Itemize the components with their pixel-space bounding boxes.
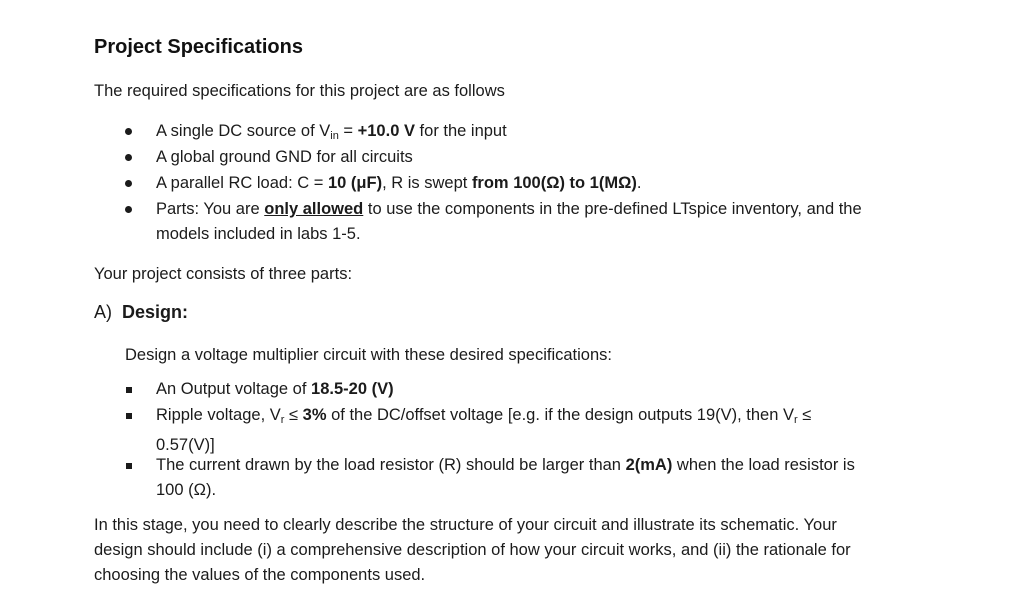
design-ripple	[156, 403, 916, 458]
text-line: choosing the values of the components used.	[94, 566, 426, 584]
text-line	[156, 403, 916, 433]
design-intro: Design a voltage multiplier circuit with these desired specifications:	[125, 346, 612, 364]
subscript: r	[794, 414, 798, 426]
bold-value: 3%	[302, 406, 327, 424]
subscript: in	[330, 130, 339, 142]
bullet-dot-icon	[125, 206, 132, 213]
text-span: A single DC source of V	[156, 122, 331, 140]
bold-value: 2(mA)	[625, 456, 673, 474]
text-line	[156, 197, 916, 222]
underlined-bold: only allowed	[264, 200, 364, 218]
subscript: r	[280, 414, 285, 426]
intro-paragraph: The required specifications for this project are as follows	[94, 82, 505, 100]
parts-intro: Your project consists of three parts:	[94, 265, 353, 283]
spec-ground: A global ground GND for all circuits	[156, 148, 413, 166]
section-heading-design	[94, 302, 188, 323]
text-span: Ripple voltage, V	[156, 406, 281, 424]
text-line: 0.57(V)]	[156, 436, 215, 454]
bullet-dot-icon	[125, 180, 132, 187]
text-span: , R is swept	[382, 174, 472, 192]
bullet-square-icon	[126, 463, 132, 469]
text-span: when the load resistor is	[672, 456, 855, 474]
bullet-dot-icon	[125, 154, 132, 161]
text-span: The current drawn by the load resistor (R) should be larger than	[156, 456, 626, 474]
closing-paragraph	[94, 513, 851, 588]
text-line: 100 (Ω).	[156, 481, 217, 499]
text-span: =	[338, 122, 358, 140]
text-span: ≤	[284, 406, 303, 424]
text-span: Parts: You are	[156, 200, 265, 218]
bullet-square-icon	[126, 387, 132, 393]
text-line: design should include (i) a comprehensive description of how your circuit works, and (ii) the rationale for	[94, 541, 851, 559]
section-name: Design:	[122, 302, 189, 322]
text-span: of the DC/offset voltage [e.g. if the design outputs 19(V), then V	[326, 406, 794, 424]
text-span: ≤	[797, 406, 812, 424]
bullet-dot-icon	[125, 128, 132, 135]
bold-value: +10.0 V	[357, 122, 415, 140]
text-span: An Output voltage of	[156, 380, 312, 398]
bold-value: 18.5-20 (V)	[311, 380, 394, 398]
bullet-square-icon	[126, 413, 132, 419]
section-label: A)	[94, 302, 112, 322]
text-span: to use the components in the pre-defined LTspice inventory, and the	[363, 200, 862, 218]
text-line	[156, 453, 916, 478]
design-output	[156, 377, 916, 402]
design-current	[156, 453, 916, 503]
page-title: Project Specifications	[94, 36, 303, 58]
text-span: A parallel RC load: C =	[156, 174, 328, 192]
text-span: .	[636, 174, 642, 192]
text-line: In this stage, you need to clearly describe the structure of your circuit and illustrate its schematic. Your	[94, 516, 837, 534]
text-span: for the input	[414, 122, 507, 140]
bold-value: 10 (μF)	[327, 174, 383, 192]
spec-rc-load	[156, 171, 916, 196]
bold-value: from 100(Ω) to 1(MΩ)	[471, 174, 637, 192]
spec-parts	[156, 197, 916, 247]
text-line: models included in labs 1-5.	[156, 225, 361, 243]
